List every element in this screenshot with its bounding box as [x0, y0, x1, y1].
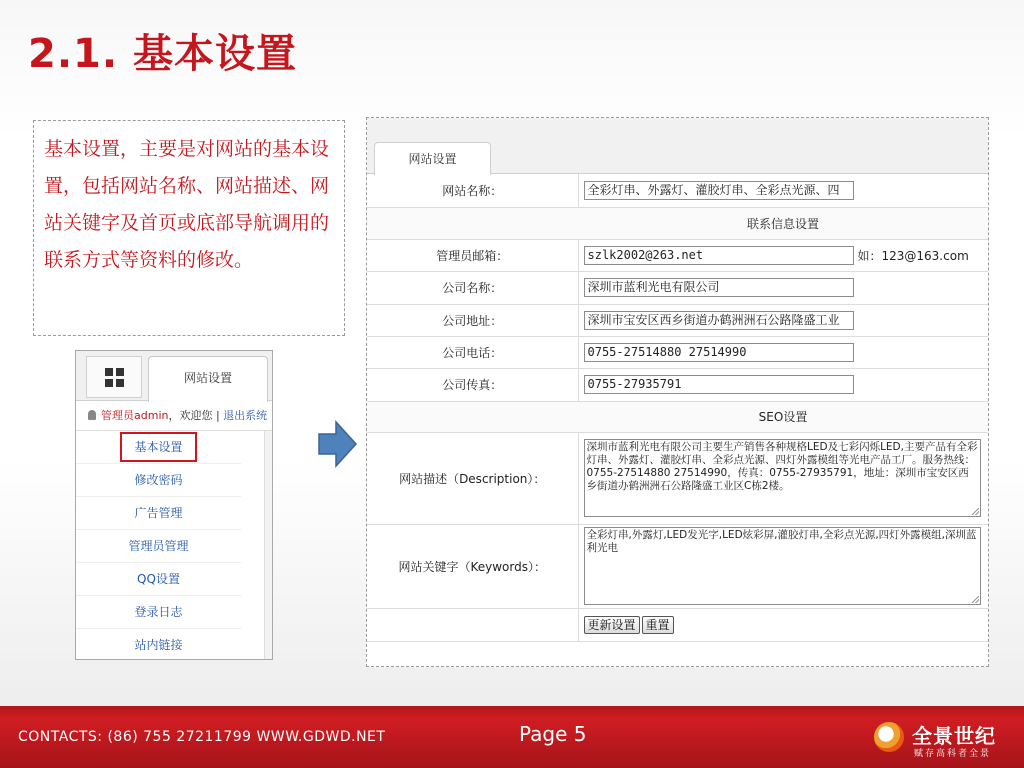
slide-title: 2.1. 基本设置 — [28, 31, 297, 77]
arrow-right-icon — [318, 420, 358, 468]
company-input[interactable]: 深圳市蓝利光电有限公司 — [584, 278, 854, 297]
resize-grip-icon[interactable] — [972, 508, 979, 515]
resize-grip-icon[interactable] — [972, 596, 979, 603]
description-label: 网站描述（Description）： — [367, 432, 578, 524]
menu-item-admin-management[interactable]: 管理员管理 — [76, 530, 241, 563]
site-name-input[interactable]: 全彩灯串、外露灯、灌胶灯串、全彩点光源、四 — [584, 181, 854, 200]
email-label: 管理员邮箱： — [367, 239, 578, 271]
mini-topbar — [76, 351, 272, 401]
menu-item-qq-settings[interactable]: QQ设置 — [76, 563, 241, 596]
keywords-label: 网站关键字（Keywords）： — [367, 524, 578, 608]
user-prefix: 管理员 — [101, 409, 134, 422]
phone-label: 公司电话： — [367, 336, 578, 368]
email-input[interactable]: szlk2002@263.net — [584, 246, 854, 265]
menu-item-change-password[interactable]: 修改密码 — [76, 464, 241, 497]
row-company — [367, 271, 988, 304]
row-seo-section — [367, 401, 988, 432]
company-logo — [874, 718, 1014, 758]
row-buttons — [367, 608, 988, 641]
description-box — [33, 120, 345, 336]
description-text: 基本设置，主要是对网站的基本设置，包括网站名称、网站描述、网站关键字及首页或底部导航调用的联系方式等资料的修改。 — [44, 138, 330, 271]
logo-text: 全景世纪 — [912, 724, 996, 748]
menu-item-ad-management[interactable]: 广告管理 — [76, 497, 241, 530]
update-settings-button[interactable]: 更新设置 — [584, 616, 640, 634]
site-name-label: 网站名称： — [367, 174, 578, 207]
fax-label: 公司传真： — [367, 368, 578, 401]
fax-input[interactable]: 0755-27935791 — [584, 375, 854, 394]
mini-user-bar — [76, 401, 272, 431]
keywords-textarea[interactable]: 全彩灯串,外露灯,LED发光字,LED炫彩屏,灌胶灯串,全彩点光源,四灯外露模组,深圳蓝利光电 — [584, 527, 981, 605]
grid-menu-icon[interactable] — [86, 356, 142, 398]
row-fax — [367, 368, 988, 401]
menu-item-basic-settings[interactable]: 基本设置 — [76, 431, 241, 464]
footer-bar — [0, 706, 1024, 768]
logo-slogan: 赋存高科者全景 — [914, 749, 992, 759]
phone-input[interactable]: 0755-27514880 27514990 — [584, 343, 854, 362]
reset-button[interactable]: 重置 — [642, 616, 674, 634]
user-icon — [88, 410, 96, 420]
row-phone — [367, 336, 988, 368]
row-site-name — [367, 174, 988, 207]
mini-scrollbar[interactable] — [264, 431, 272, 660]
logo-icon — [874, 722, 904, 752]
menu-item-login-log[interactable]: 登录日志 — [76, 596, 241, 629]
email-hint: 如：123@163.com — [857, 248, 969, 263]
company-label: 公司名称： — [367, 271, 578, 304]
logout-link[interactable]: 退出系统 — [223, 409, 268, 422]
welcome-text: ，欢迎您 | — [168, 409, 224, 422]
menu-item-site-links[interactable]: 站内链接 — [76, 629, 241, 660]
description-textarea[interactable]: 深圳市蓝利光电有限公司主要生产销售各种规格LED及七彩闪烁LED,主要产品有全彩灯串、外露灯、灌胶灯串、全彩点光源、四灯外露模组等光电产品工厂。服务热线：0755-27514880 27514990，传真：0755-27935791，地址：深圳市宝安区西乡街道办鹤洲洲石公路隆盛工业区C栋2楼。 — [584, 439, 981, 517]
mini-side-menu — [76, 431, 272, 660]
mini-tab-site-settings[interactable]: 网站设置 — [148, 356, 268, 402]
footer-contacts: CONTACTS: (86) 755 27211799 WWW.GDWD.NET — [18, 729, 386, 745]
tab-site-settings[interactable]: 网站设置 — [374, 142, 491, 175]
address-input[interactable]: 深圳市宝安区西乡街道办鹤洲洲石公路隆盛工业 — [584, 311, 854, 330]
row-keywords — [367, 524, 988, 608]
page-number: Page 5 — [519, 722, 587, 746]
user-name: admin — [134, 409, 169, 422]
seo-section-title: SEO设置 — [367, 401, 988, 432]
row-email — [367, 239, 988, 271]
settings-form-screenshot — [366, 117, 989, 667]
settings-table — [367, 174, 988, 642]
row-contact-section — [367, 207, 988, 239]
contact-section-title: 联系信息设置 — [367, 207, 988, 239]
row-address — [367, 304, 988, 336]
row-description — [367, 432, 988, 524]
address-label: 公司地址： — [367, 304, 578, 336]
form-tabbar — [367, 118, 988, 174]
mini-admin-screenshot — [75, 350, 273, 660]
